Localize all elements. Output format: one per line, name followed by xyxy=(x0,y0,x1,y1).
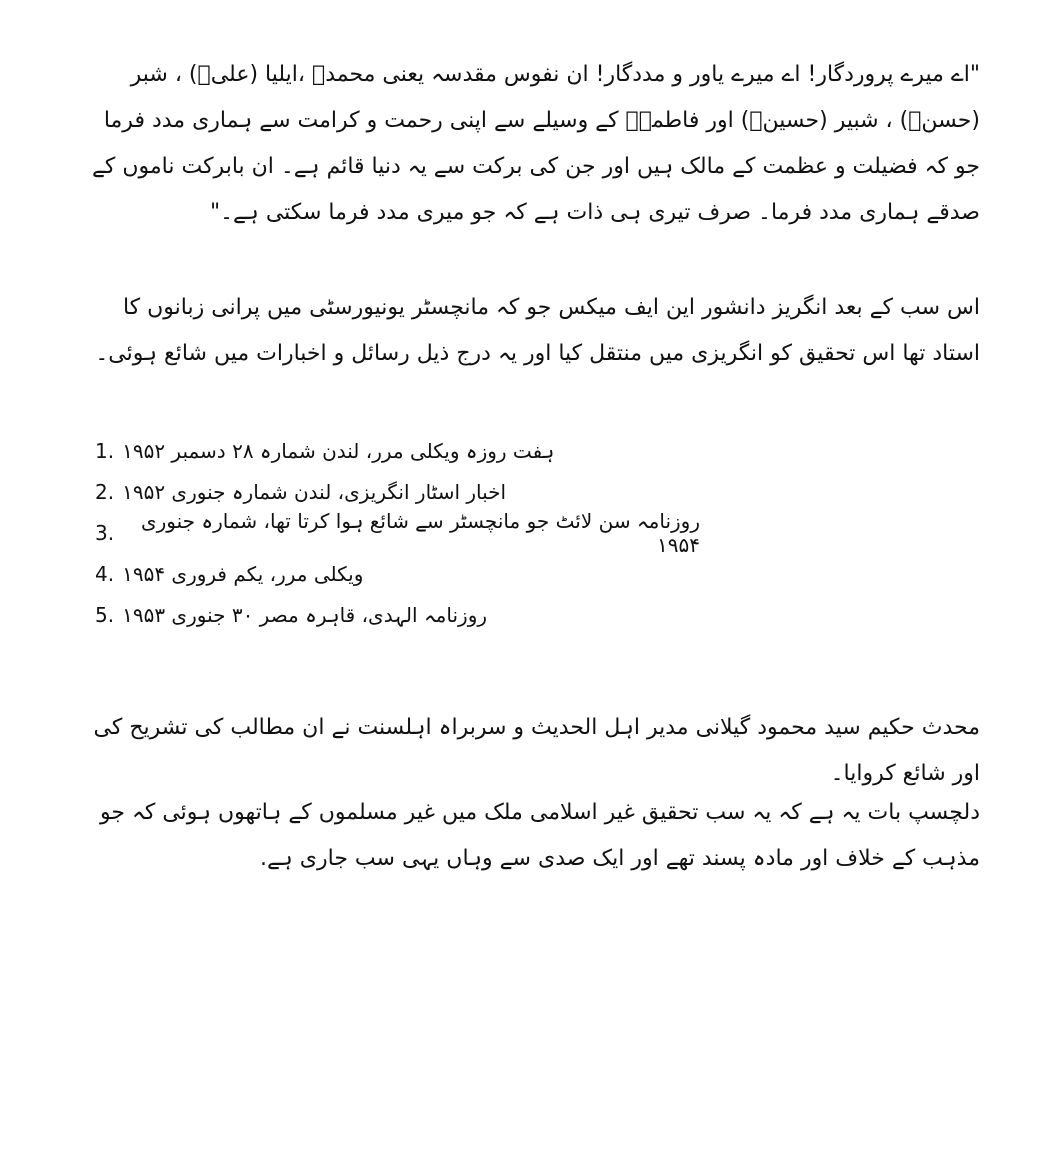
list-item-text: روزنامہ سن لائٹ جو مانچسٹر سے شائع ہوا کرتا تھا، شمارہ جنوری ۱۹۵۴ xyxy=(140,508,700,557)
list-item-number: 5. xyxy=(95,602,115,627)
list-item xyxy=(95,508,700,557)
list-item-text: اخبار اسٹار انگریزی، لندن شمارہ جنوری ۱۹۵۲ xyxy=(122,479,507,504)
list-item-text: روزنامہ الہدی، قاہرہ مصر ۳۰ جنوری ۱۹۵۳ xyxy=(122,602,488,627)
translation-paragraph: اس سب کے بعد انگریز دانشور این ایف میکس جو کہ مانچسٹر یونیورسٹی میں پرانی زبانوں کا استاد تھا اس تحقیق کو انگریزی میں منتقل کیا اور یہ درج ذیل رسائل و اخبارات میں شائع ہوئی۔ xyxy=(95,295,980,366)
list-item-text: ہفت روزہ ویکلی مرر، لندن شمارہ ۲۸ دسمبر ۱۹۵۲ xyxy=(122,438,555,463)
prayer-quote-paragraph: "اے میرے پروردگار! اے میرے یاور و مددگار! ان نفوس مقدسہ یعنی محمدؐ ،ایلیا (علیؑ) ، شبر (حسنؑ) ، شبیر (حسینؑ) اور فاطمہؑ کے وسیلے سے اپنی رحمت و کرامت سے ہماری مدد فرما جو کہ فضیلت و عظمت کے مالک ہیں اور جن کی برکت سے یہ دنیا قائم ہے۔ ان بابرکت ناموں کے صدقے ہماری مدد فرما۔ صرف تیری ہی ذات ہے کہ جو میری مدد فرما سکتی ہے۔" xyxy=(92,62,980,225)
publications-list xyxy=(95,430,700,635)
list-item-text: ویکلی مرر، یکم فروری ۱۹۵۴ xyxy=(122,561,364,586)
list-item-number: 2. xyxy=(95,479,115,504)
list-item-number: 4. xyxy=(95,561,115,586)
conclusion-paragraph: دلچسپ بات یہ ہے کہ یہ سب تحقیق غیر اسلامی ملک میں غیر مسلموں کے ہاتھوں ہوئی کہ جو مذہب کے خلاف اور مادہ پسند تھے اور ایک صدی سے وہاں یہی سب جاری ہے. xyxy=(100,800,980,871)
commentary-paragraph: محدث حکیم سید محمود گیلانی مدیر اہل الحدیث و سربراہ اہلسنت نے ان مطالب کی تشریح کی اور شائع کروایا۔ xyxy=(93,715,980,786)
list-item xyxy=(95,430,700,471)
list-item xyxy=(95,471,700,512)
list-item xyxy=(95,594,700,635)
list-item xyxy=(95,553,700,594)
list-item-number: 1. xyxy=(95,438,115,463)
list-item-number: 3. xyxy=(95,520,115,545)
